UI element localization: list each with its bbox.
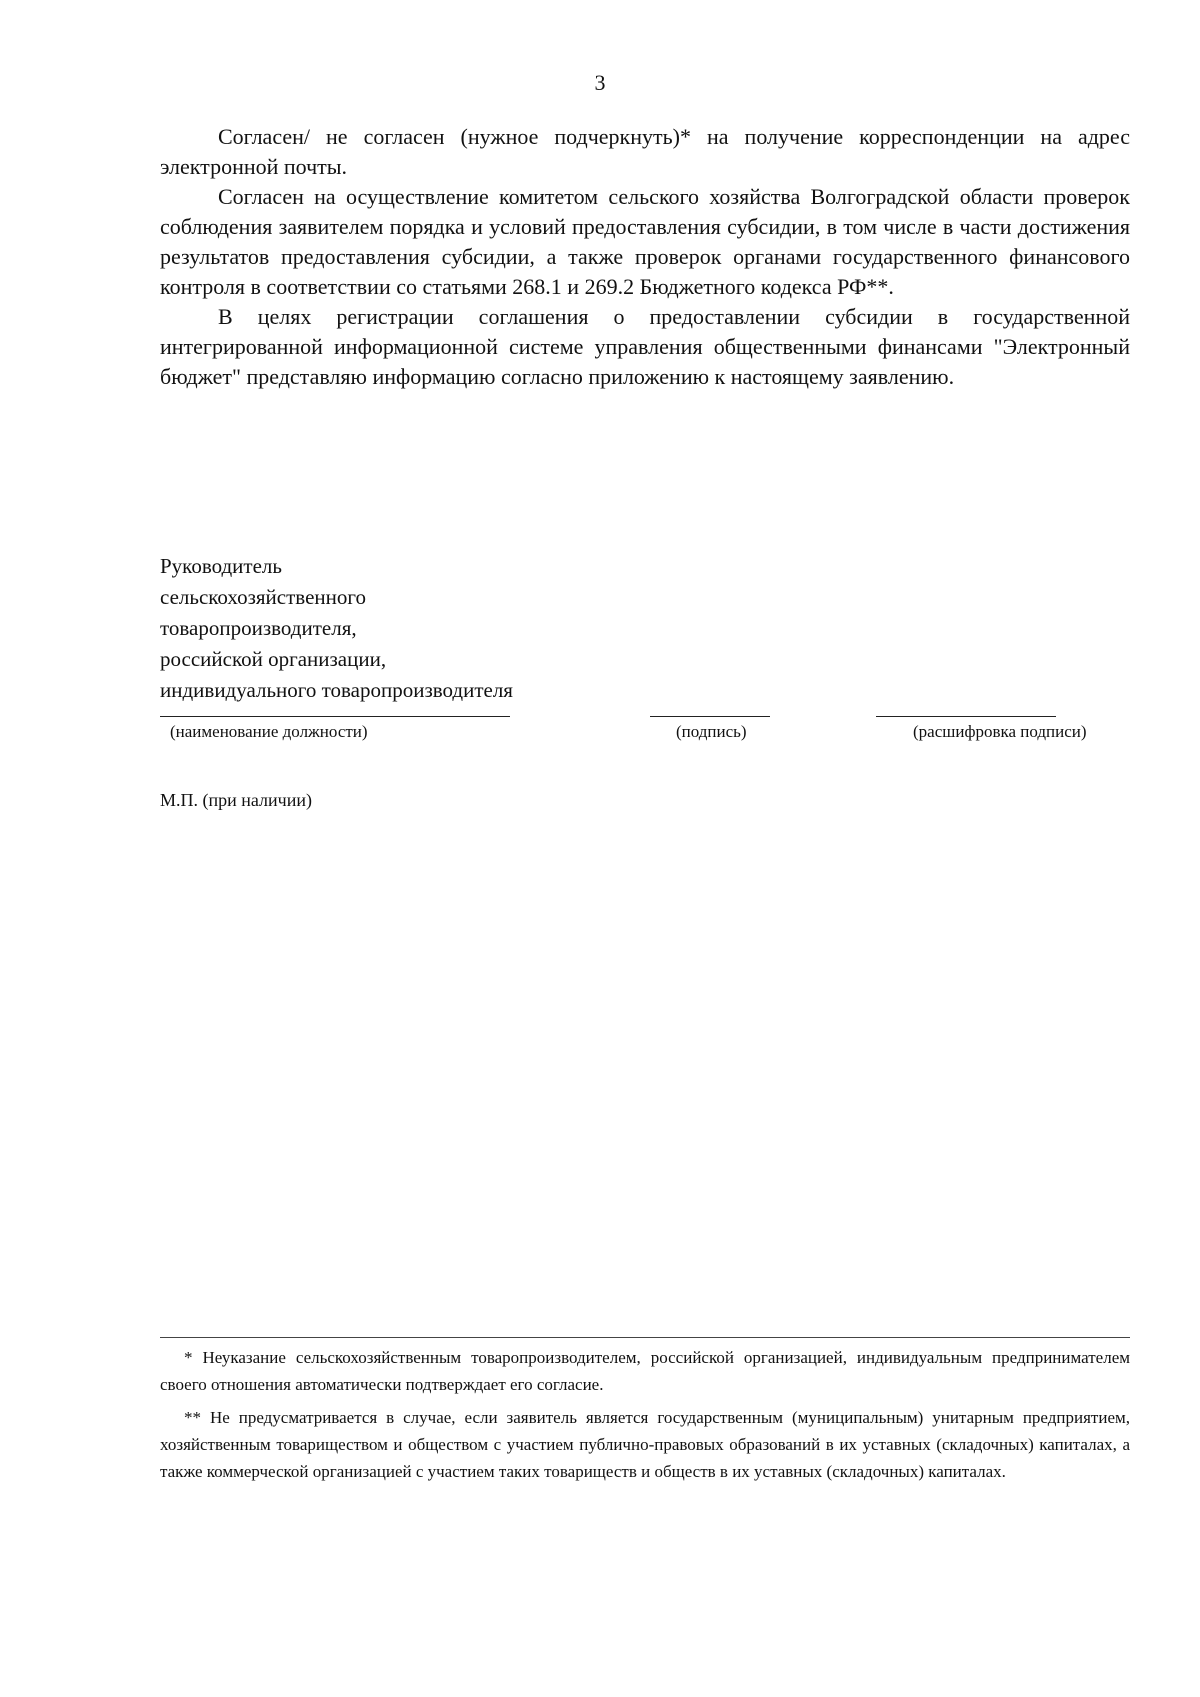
position-line bbox=[160, 716, 510, 717]
page-number: 3 bbox=[594, 70, 606, 95]
footnote-1: * Неуказание сельскохозяйственным товаропроизводителем, российской организацией, индивидуальным предпринимателем своего отношения автоматически подтверждает его согласие. bbox=[160, 1348, 1130, 1394]
footnote-2: ** Не предусматривается в случае, если заявитель является государственным (муниципальным) унитарным предприятием, хозяйственным товариществом и обществом с участием публично-правовых образований в их уставных (складочных) капиталах, а также коммерческой организацией с участием таких товариществ и обществ в их уставных (складочных) капиталах. bbox=[160, 1408, 1130, 1481]
signer-line: Руководитель bbox=[160, 554, 282, 578]
paragraph-email-consent: Согласен/ не согласен (нужное подчеркнуть)* на получение корреспонденции на адрес электронной почты. bbox=[160, 124, 1130, 179]
body-text bbox=[160, 122, 1130, 392]
footnote-divider bbox=[160, 1337, 1130, 1338]
signer-line: сельскохозяйственного bbox=[160, 585, 366, 609]
decoding-caption: (расшифровка подписи) bbox=[913, 722, 1087, 741]
signer-line: российской организации, bbox=[160, 647, 387, 671]
position-caption: (наименование должности) bbox=[170, 722, 368, 741]
stamp-label: М.П. (при наличии) bbox=[160, 790, 312, 810]
signature-caption: (подпись) bbox=[676, 722, 747, 741]
footnotes bbox=[160, 1344, 1130, 1491]
decoding-line bbox=[876, 716, 1056, 717]
signer-line: индивидуального товаропроизводителя bbox=[160, 678, 513, 702]
signer-line: товаропроизводителя, bbox=[160, 616, 357, 640]
paragraph-inspection-consent: Согласен на осуществление комитетом сельского хозяйства Волгоградской области проверок соблюдения заявителем порядка и условий предоставления субсидии, в том числе в части достижения результатов предоставления субсидии, а также проверок органами государственного финансового контроля в соответствии со статьями 268.1 и 269.2 Бюджетного кодекса РФ**. bbox=[160, 184, 1130, 299]
signature-line bbox=[650, 716, 770, 717]
paragraph-registration: В целях регистрации соглашения о предоставлении субсидии в государственной интегрированной информационной системе управления общественными финансами "Электронный бюджет" представляю информацию согласно приложению к настоящему заявлению. bbox=[160, 304, 1130, 389]
signer-block bbox=[160, 551, 513, 706]
